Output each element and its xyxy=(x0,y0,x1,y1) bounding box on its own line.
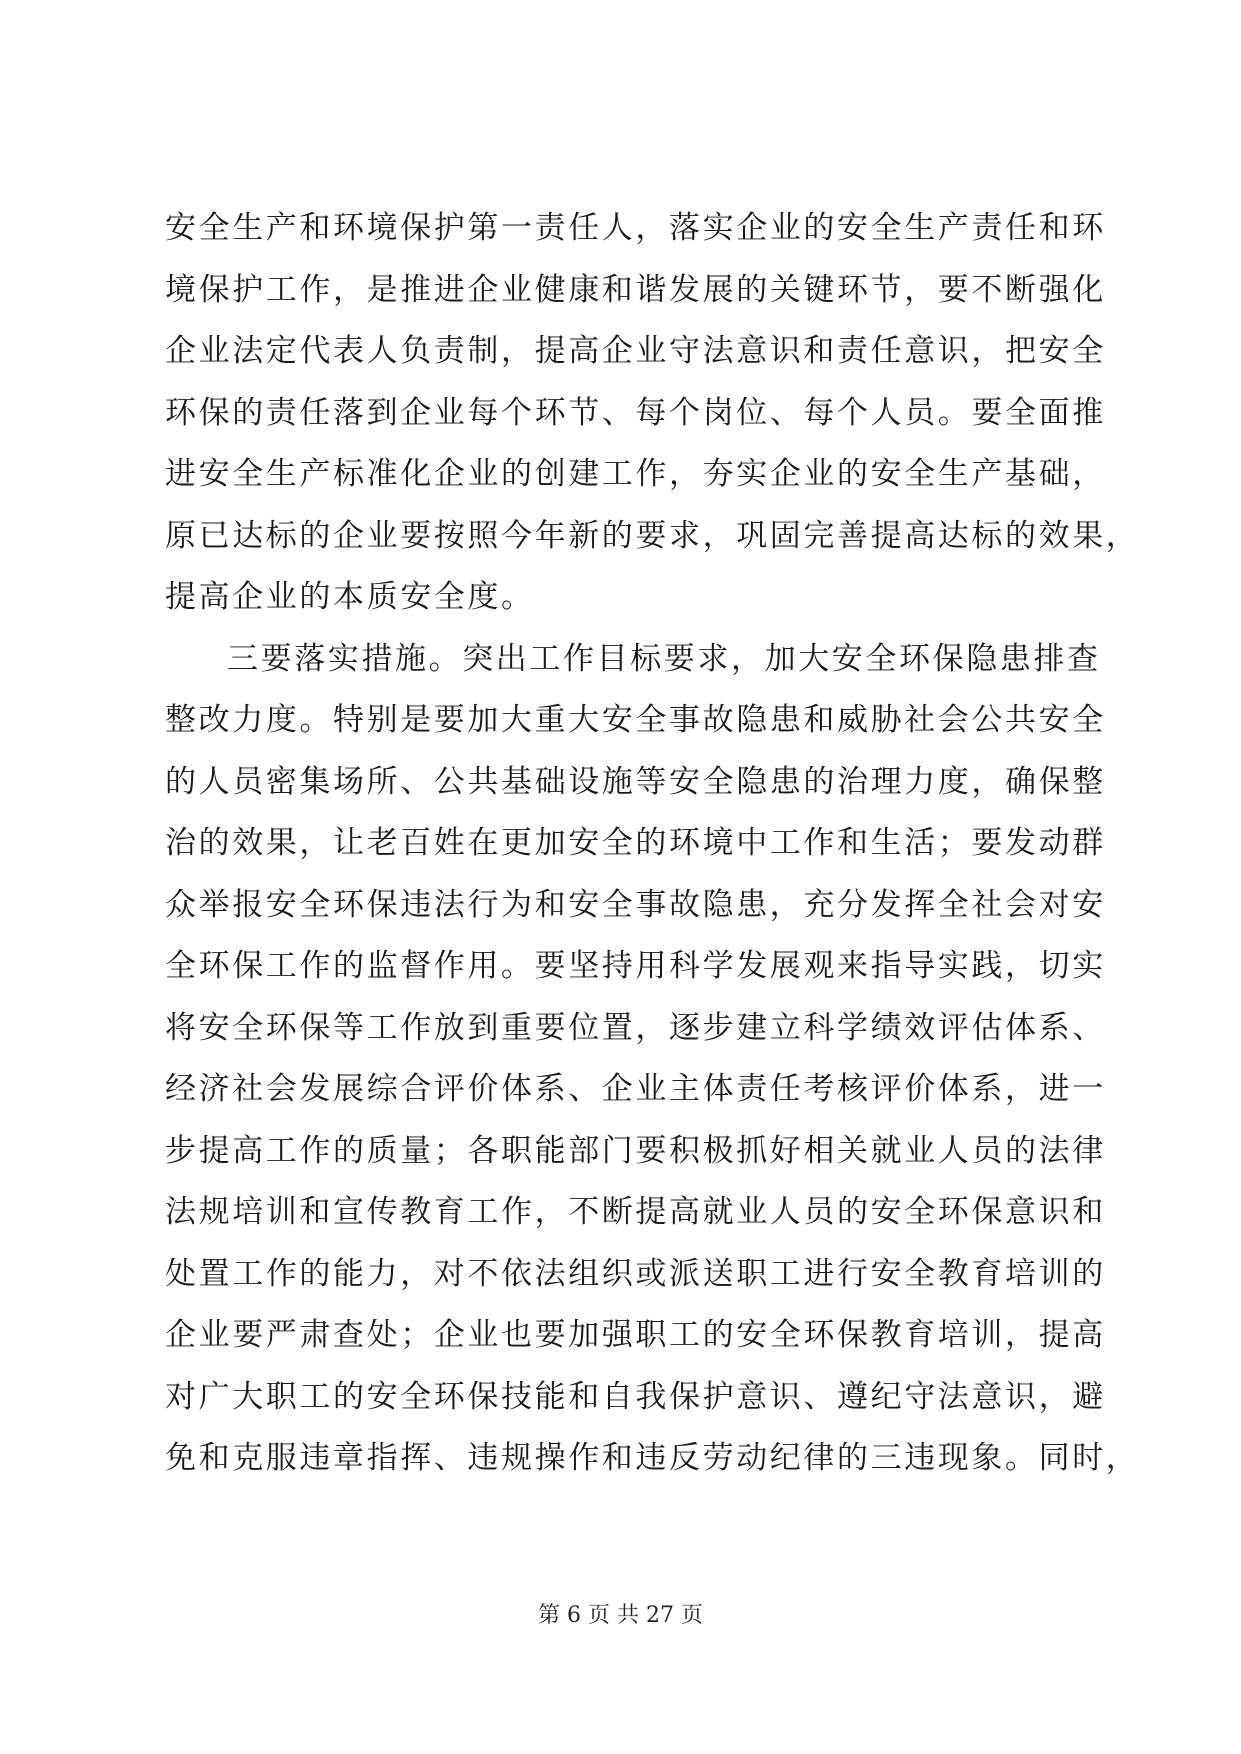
text-line: 整改力度。特别是要加大重大安全事故隐患和威胁社会公共安全 xyxy=(165,702,1106,738)
text-line: 的人员密集场所、公共基础设施等安全隐患的治理力度，确保整 xyxy=(165,763,1106,800)
text-line: 治的效果，让老百姓在更加安全的环境中工作和生活；要发动群 xyxy=(165,825,1106,861)
text-line: 对广大职工的安全环保技能和自我保护意识、遵纪守法意识，避 xyxy=(165,1378,1106,1415)
text-line: 步提高工作的质量；各职能部门要积极抓好相关就业人员的法律 xyxy=(165,1132,1106,1169)
text-line: 处置工作的能力，对不依法组织或派送职工进行安全教育培训的 xyxy=(165,1255,1106,1292)
text-line: 进安全生产标准化企业的创建工作，夯实企业的安全生产基础， xyxy=(165,456,1106,492)
body-text xyxy=(165,198,1140,1490)
text-line: 提高企业的本质安全度。 xyxy=(165,579,535,615)
page-number-footer: 第 6 页 共 27 页 xyxy=(538,1603,703,1628)
text-line: 安全生产和环境保护第一责任人，落实企业的安全生产责任和环 xyxy=(165,210,1106,246)
text-line: 全环保工作的监督作用。要坚持用科学发展观来指导实践，切实 xyxy=(165,948,1106,984)
text-line: 众举报安全环保违法行为和安全事故隐患，充分发挥全社会对安 xyxy=(165,886,1106,923)
text-line: 将安全环保等工作放到重要位置，逐步建立科学绩效评估体系、 xyxy=(165,1009,1106,1046)
text-line: 法规培训和宣传教育工作，不断提高就业人员的安全环保意识和 xyxy=(165,1194,1106,1230)
text-line: 企业要严肃查处；企业也要加强职工的安全环保教育培训，提高 xyxy=(165,1317,1106,1353)
text-line-paragraph-start: 三要落实措施。突出工作目标要求，加大安全环保隐患排查 xyxy=(227,640,1101,677)
text-line: 境保护工作，是推进企业健康和谐发展的关键环节，要不断强化 xyxy=(165,271,1106,308)
text-line: 企业法定代表人负责制，提高企业守法意识和责任意识，把安全 xyxy=(165,333,1106,369)
text-line: 环保的责任落到企业每个环节、每个岗位、每个人员。要全面推 xyxy=(165,394,1106,431)
text-line: 免和克服违章指挥、违规操作和违反劳动纪律的三违现象。同时， xyxy=(165,1440,1140,1476)
text-line: 原已达标的企业要按照今年新的要求，巩固完善提高达标的效果， xyxy=(165,517,1140,554)
text-line: 经济社会发展综合评价体系、企业主体责任考核评价体系，进一 xyxy=(165,1071,1106,1107)
